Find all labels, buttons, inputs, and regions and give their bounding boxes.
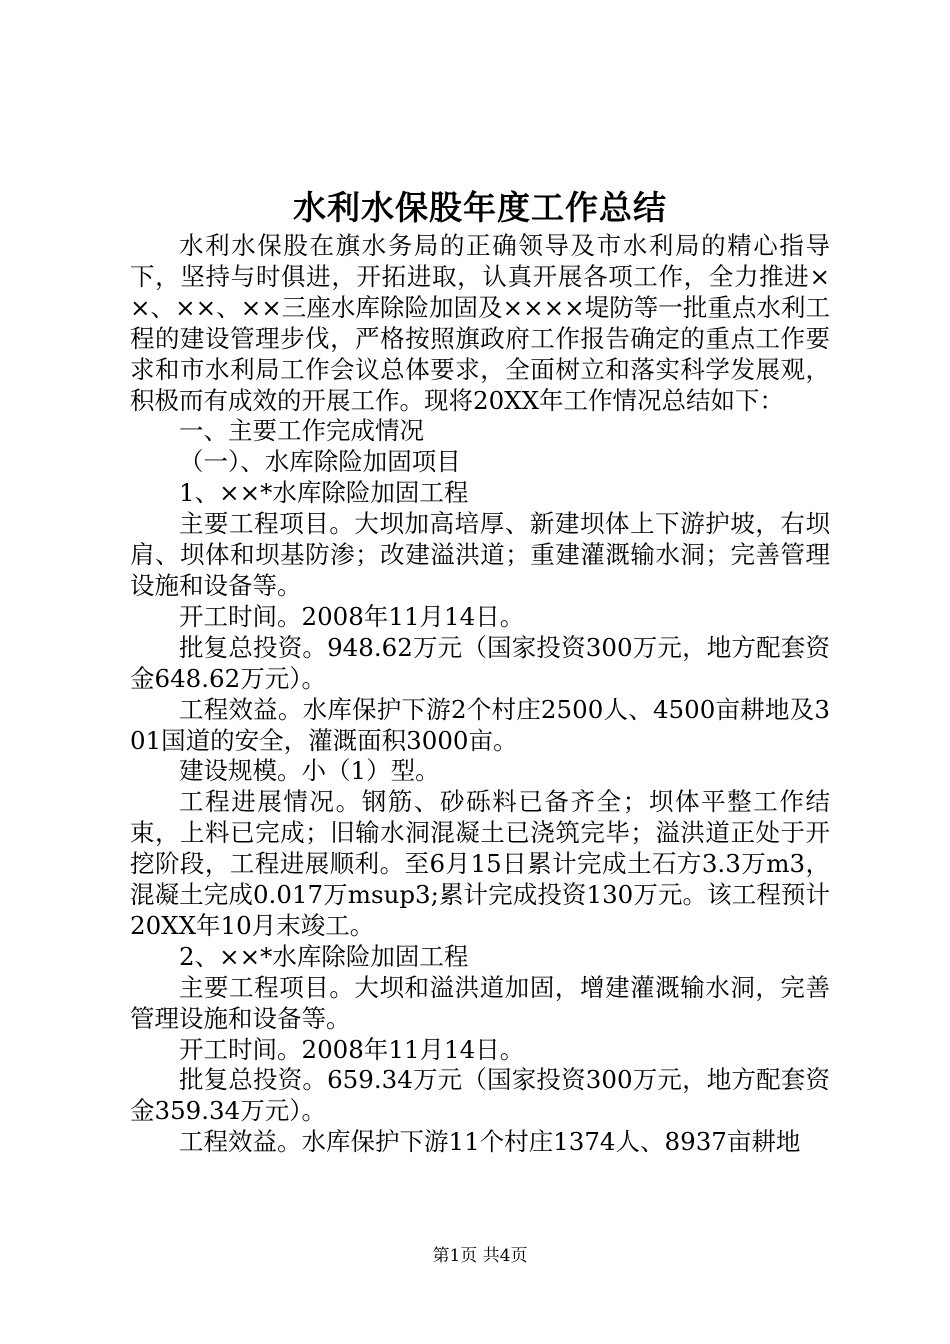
paragraph-project-1-benefit: 工程效益。水库保护下游2个村庄2500人、4500亩耕地及301国道的安全，灌溉面积3000亩。 (130, 694, 830, 755)
document-body (130, 231, 830, 1158)
project-heading-1: 1、××*水库除险加固工程 (179, 478, 469, 508)
paragraph-project-1-scale: 建设规模。小（1）型。 (179, 756, 440, 786)
paragraph-project-1-items: 主要工程项目。大坝加高培厚、新建坝体上下游护坡，右坝肩、坝体和坝基防渗；改建溢洪道；重建灌溉输水洞；完善管理设施和设备等。 (130, 509, 830, 600)
paragraph-project-2-items: 主要工程项目。大坝和溢洪道加固，增建灌溉输水洞，完善管理设施和设备等。 (130, 972, 830, 1033)
paragraph-project-2-start: 开工时间。2008年11月14日。 (179, 1034, 525, 1064)
document-title: 水利水保股年度工作总结 (293, 188, 667, 227)
document-page (130, 0, 830, 1344)
section-heading-main-work: 一、主要工作完成情况 (179, 416, 424, 446)
paragraph-intro: 水利水保股在旗水务局的正确领导及市水利局的精心指导下，坚持与时俱进，开拓进取，认真开展各项工作，全力推进××、××、××三座水库除险加固及××××堤防等一批重点水利工程的建设管理步伐，严格按照旗政府工作报告确定的重点工作要求和市水利局工作会议总体要求，全面树立和落实科学发展观，积极而有成效的开展工作。现将20XX年工作情况总结如下： (130, 231, 830, 415)
paragraph-project-1-start: 开工时间。2008年11月14日。 (179, 601, 525, 631)
paragraph-project-2-investment: 批复总投资。659.34万元（国家投资300万元，地方配套资金359.34万元）。 (130, 1065, 830, 1126)
subsection-heading-reservoir: （一）、水库除险加固项目 (179, 447, 461, 477)
project-heading-2: 2、××*水库除险加固工程 (179, 941, 469, 971)
paragraph-project-2-benefit: 工程效益。水库保护下游11个村庄1374人、8937亩耕地 (179, 1127, 801, 1157)
paragraph-project-1-investment: 批复总投资。948.62万元（国家投资300万元，地方配套资金648.62万元）。 (130, 632, 830, 693)
paragraph-project-1-progress: 工程进展情况。钢筋、砂砾料已备齐全；坝体平整工作结束，上料已完成；旧输水洞混凝土已浇筑完毕；溢洪道正处于开挖阶段，工程进展顺利。至6月15日累计完成土石方3.3万m3，混凝土完成0.017万msup3;累计完成投资130万元。该工程预计20XX年10月末竣工。 (130, 787, 830, 940)
page-footer: 第1页 共4页 (432, 1246, 528, 1266)
